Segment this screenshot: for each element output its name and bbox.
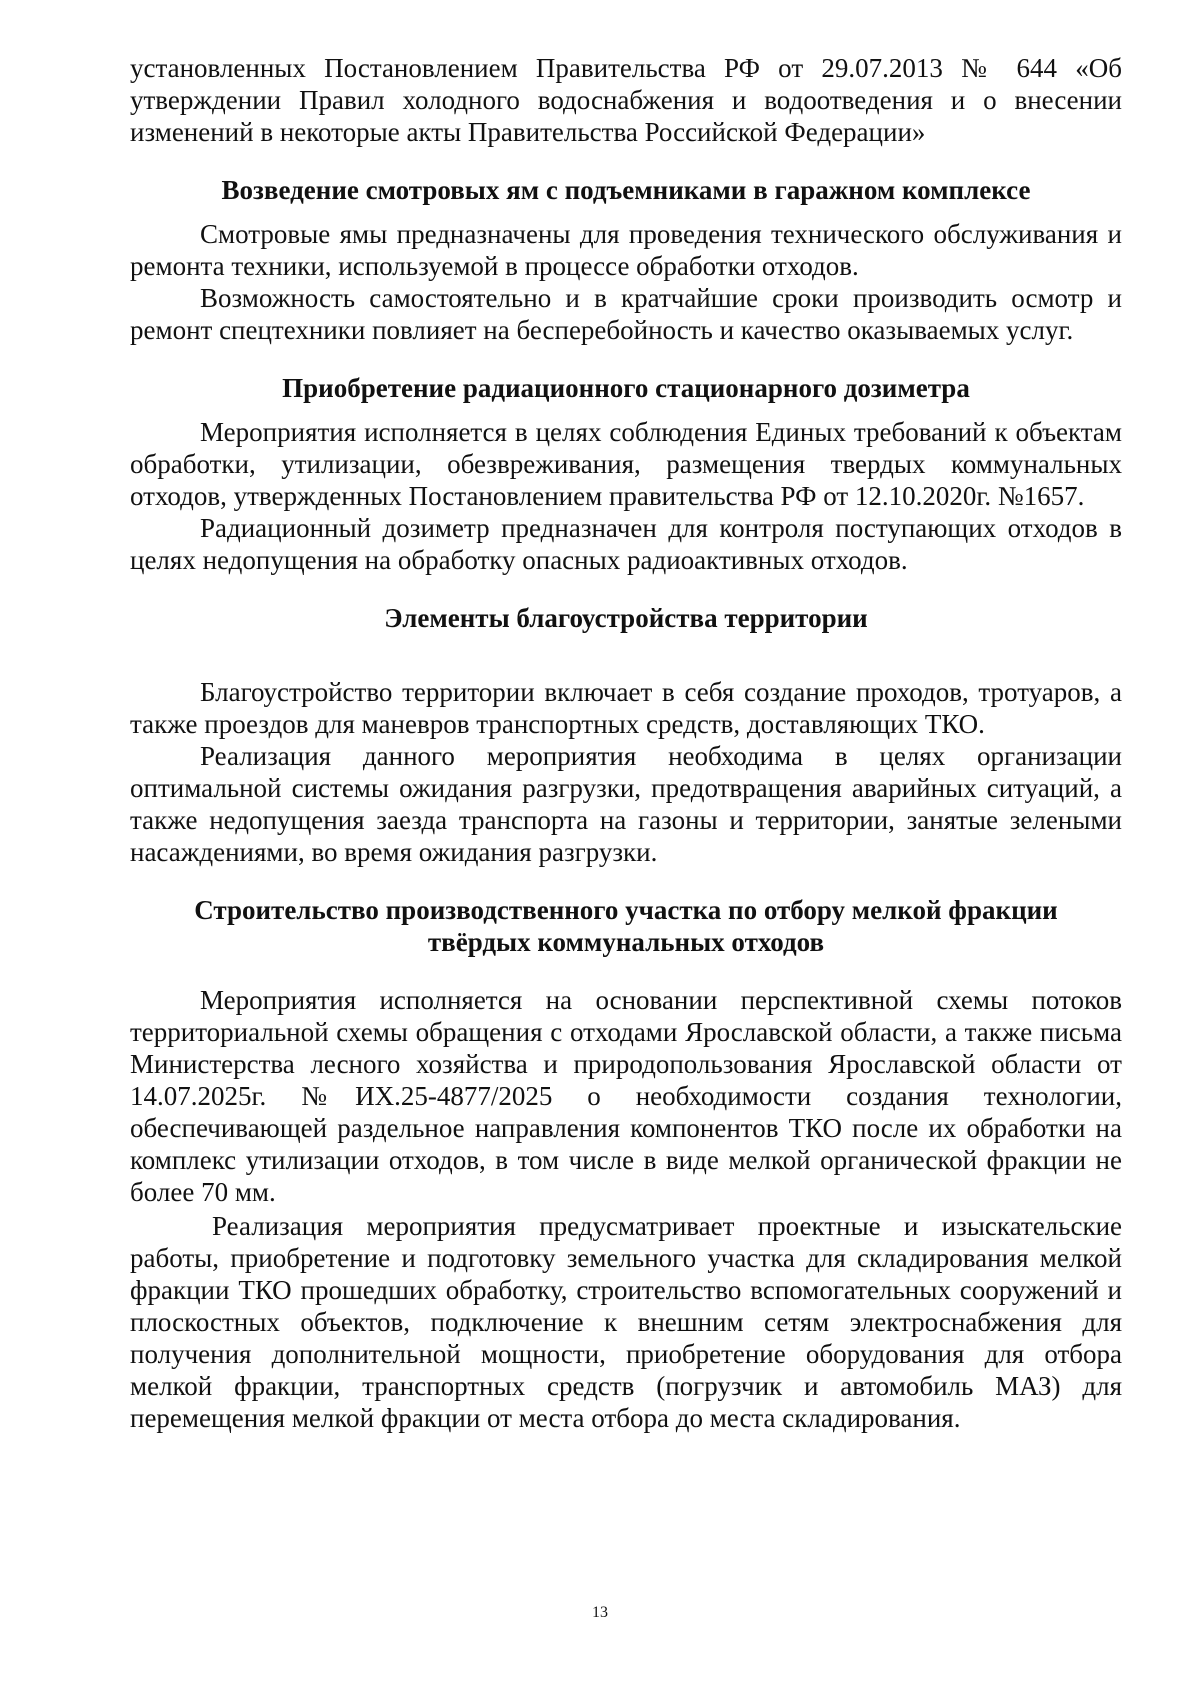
paragraph: Реализация данного мероприятия необходима в целях организации оптимальной системы ожидания разгрузки, предотвращения аварийных ситуаций, а также недопущения заезда транспорта на газоны и территории, занятые зелеными насаждениями, во время ожидания разгрузки. (130, 741, 1122, 867)
section-heading-line: Строительство производственного участка по отбору мелкой фракции (194, 895, 1058, 925)
paragraph: Смотровые ямы предназначены для проведения технического обслуживания и ремонта техники, используемой в процессе обработки отходов. (130, 219, 1122, 281)
document-page (130, 52, 1122, 1434)
paragraph: Возможность самостоятельно и в кратчайшие сроки производить осмотр и ремонт спецтехники повлияет на бесперебойность и качество оказываемых услуг. (130, 283, 1122, 345)
section-heading-landscaping: Элементы благоустройства территории (384, 603, 868, 633)
section-heading-dosimeter: Приобретение радиационного стационарного дозиметра (282, 373, 970, 403)
page-number: 13 (592, 1604, 608, 1621)
paragraph: Мероприятия исполняется на основании перспективной схемы потоков территориальной схемы обращения с отходами Ярославской области, а также письма Министерства лесного хозяйства и природопользования Ярославской области от 14.07.2025г. №ИХ.25-4877/2025 о необходимости создания технологии, обеспечивающей раздельное направления компонентов ТКО после их обработки на комплекс утилизации отходов, в том числе в виде мелкой органической фракции не более 70 мм. (130, 985, 1122, 1207)
section-heading-inspection-pits: Возведение смотровых ям с подъемниками в гаражном комплексе (221, 175, 1031, 205)
paragraph: Мероприятия исполняется в целях соблюдения Единых требований к объектам обработки, утилизации, обезвреживания, размещения твердых коммунальных отходов, утвержденных Постановлением правительства РФ от 12.10.2020г. №1657. (130, 417, 1122, 511)
paragraph: Благоустройство территории включает в себя создание проходов, тротуаров, а также проездов для маневров транспортных средств, доставляющих ТКО. (130, 677, 1122, 739)
section-heading-line: твёрдых коммунальных отходов (427, 927, 825, 957)
paragraph: Радиационный дозиметр предназначен для контроля поступающих отходов в целях недопущения на обработку опасных радиоактивных отходов. (130, 513, 1122, 575)
section-heading-fraction-site (130, 894, 1122, 958)
paragraph: Реализация мероприятия предусматривает проектные и изыскательские работы, приобретение и подготовку земельного участка для складирования мелкой фракции ТКО прошедших обработку, строительство вспомогательных сооружений и плоскостных объектов, подключение к внешним сетям электроснабжения для получения дополнительной мощности, приобретение оборудования для отбора мелкой фракции, транспортных средств (погрузчик и автомобиль МАЗ) для перемещения мелкой фракции от места отбора до места складирования. (130, 1211, 1122, 1433)
intro-paragraph: установленных Постановлением Правительства РФ от 29.07.2013 № 644 «Об утверждении Правил холодного водоснабжения и водоотведения и о внесении изменений в некоторые акты Правительства Российской Федерации» (130, 53, 1122, 147)
